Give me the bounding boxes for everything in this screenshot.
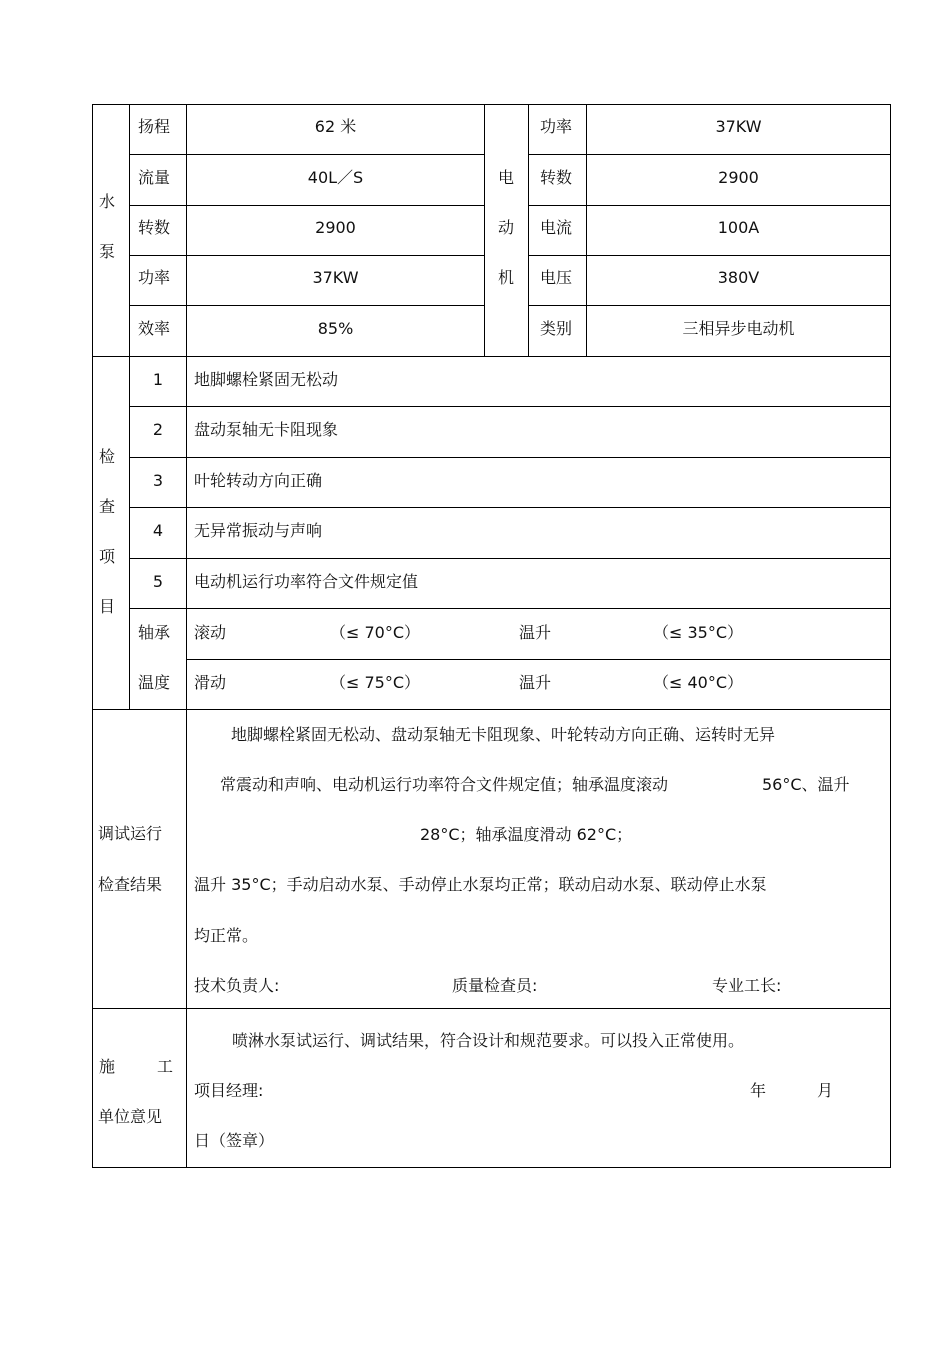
- temp-rise-limit: （≤ 40°C）: [653, 673, 744, 692]
- pump-param-value: 37KW: [312, 268, 359, 287]
- bearing-type: 滑动: [194, 673, 227, 692]
- pump-param-label: 扬程: [138, 117, 171, 136]
- inspection-label-char: 检: [99, 447, 116, 466]
- signer-foreman: 专业工长:: [712, 976, 782, 995]
- motor-param-label: 电流: [540, 218, 573, 237]
- grid-line: [529, 255, 891, 256]
- grid-line: [529, 154, 891, 155]
- inspection-item-text: 无异常振动与声响: [194, 521, 323, 540]
- signer-quality-inspector: 质量检查员:: [452, 976, 538, 995]
- bearing-temp-limit: （≤ 75°C）: [330, 673, 421, 692]
- motor-label-char: 动: [498, 218, 515, 237]
- inspection-item-number: 2: [152, 420, 164, 439]
- grid-line: [129, 255, 485, 256]
- inspection-item-text: 盘动泵轴无卡阻现象: [194, 420, 339, 439]
- date-month-label: 月: [817, 1081, 834, 1100]
- opinion-label-char: 工: [157, 1057, 174, 1076]
- date-year-label: 年: [750, 1081, 767, 1100]
- inspection-item-number: 1: [152, 370, 164, 389]
- temp-rise-limit: （≤ 35°C）: [653, 623, 744, 642]
- pump-label-char: 水: [99, 192, 116, 211]
- result-text-line: 均正常。: [194, 926, 259, 945]
- temp-rise-label: 温升: [519, 673, 552, 692]
- grid-line: [129, 406, 891, 407]
- result-text-line: 温升 35°C；手动启动水泵、手动停止水泵均正常；联动启动水泵、联动停止水泵: [194, 875, 767, 894]
- pump-param-label: 流量: [138, 168, 171, 187]
- motor-label-char: 电: [498, 168, 515, 187]
- grid-line: [528, 104, 529, 356]
- signer-tech-lead: 技术负责人:: [194, 976, 280, 995]
- inspection-label-char: 项: [99, 547, 116, 566]
- motor-param-value: 37KW: [715, 117, 762, 136]
- grid-line: [129, 154, 485, 155]
- motor-param-label: 电压: [540, 268, 573, 287]
- bearing-type: 滚动: [194, 623, 227, 642]
- bearing-label: 温度: [138, 673, 171, 692]
- result-text-line: 28°C；轴承温度滑动 62°C；: [420, 825, 633, 844]
- pump-param-label: 转数: [138, 218, 171, 237]
- border-left: [92, 104, 93, 1168]
- pump-param-label: 效率: [138, 319, 171, 338]
- bearing-label: 轴承: [138, 623, 171, 642]
- project-manager-label: 项目经理:: [194, 1081, 264, 1100]
- grid-line: [484, 104, 485, 356]
- border-top: [92, 104, 891, 105]
- motor-param-value: 三相异步电动机: [682, 319, 795, 338]
- motor-param-value: 380V: [717, 268, 760, 287]
- grid-line: [129, 608, 891, 609]
- inspection-item-number: 3: [152, 471, 164, 490]
- section-divider: [92, 709, 891, 710]
- grid-line: [186, 104, 187, 1168]
- motor-label-char: 机: [498, 268, 515, 287]
- border-right: [890, 104, 891, 1168]
- grid-line: [129, 507, 891, 508]
- motor-param-value: 2900: [718, 168, 759, 187]
- grid-line: [529, 305, 891, 306]
- opinion-label: 单位意见: [98, 1107, 163, 1126]
- opinion-label-char: 施: [99, 1057, 116, 1076]
- inspection-item-text: 叶轮转动方向正确: [194, 471, 323, 490]
- inspection-label-char: 查: [99, 497, 116, 516]
- border-bottom: [92, 1167, 891, 1168]
- pump-param-value: 2900: [315, 218, 356, 237]
- date-day-sign-label: 日（签章）: [194, 1131, 275, 1150]
- result-label: 检查结果: [98, 875, 163, 894]
- inspection-item-number: 5: [152, 572, 164, 591]
- inspection-item-number: 4: [152, 521, 164, 540]
- inspection-item-text: 电动机运行功率符合文件规定值: [194, 572, 419, 591]
- section-divider: [92, 1008, 891, 1009]
- pump-param-value: 62 米: [314, 117, 357, 136]
- bearing-temp-limit: （≤ 70°C）: [330, 623, 421, 642]
- result-label: 调试运行: [98, 824, 163, 843]
- grid-line: [129, 104, 130, 709]
- motor-param-label: 类别: [540, 319, 573, 338]
- inspection-item-text: 地脚螺栓紧固无松动: [194, 370, 339, 389]
- pump-param-value: 40L／S: [307, 168, 364, 187]
- result-text-line: 常震动和声响、电动机运行功率符合文件规定值；轴承温度滚动: [220, 775, 669, 794]
- grid-line: [129, 305, 485, 306]
- pump-param-label: 功率: [138, 268, 171, 287]
- result-text-line: 56°C、温升: [762, 775, 850, 794]
- pump-label-char: 泵: [99, 242, 116, 261]
- motor-param-value: 100A: [717, 218, 760, 237]
- grid-line: [129, 457, 891, 458]
- grid-line: [129, 205, 485, 206]
- motor-param-label: 功率: [540, 117, 573, 136]
- temp-rise-label: 温升: [519, 623, 552, 642]
- motor-param-label: 转数: [540, 168, 573, 187]
- opinion-text: 喷淋水泵试运行、调试结果，符合设计和规范要求。可以投入正常使用。: [232, 1031, 745, 1050]
- section-divider: [92, 356, 891, 357]
- grid-line: [186, 659, 891, 660]
- grid-line: [529, 205, 891, 206]
- commissioning-record-table: [92, 104, 891, 1168]
- pump-param-value: 85%: [317, 319, 354, 338]
- grid-line: [129, 558, 891, 559]
- result-text-line: 地脚螺栓紧固无松动、盘动泵轴无卡阻现象、叶轮转动方向正确、运转时无异: [231, 725, 776, 744]
- inspection-label-char: 目: [99, 597, 116, 616]
